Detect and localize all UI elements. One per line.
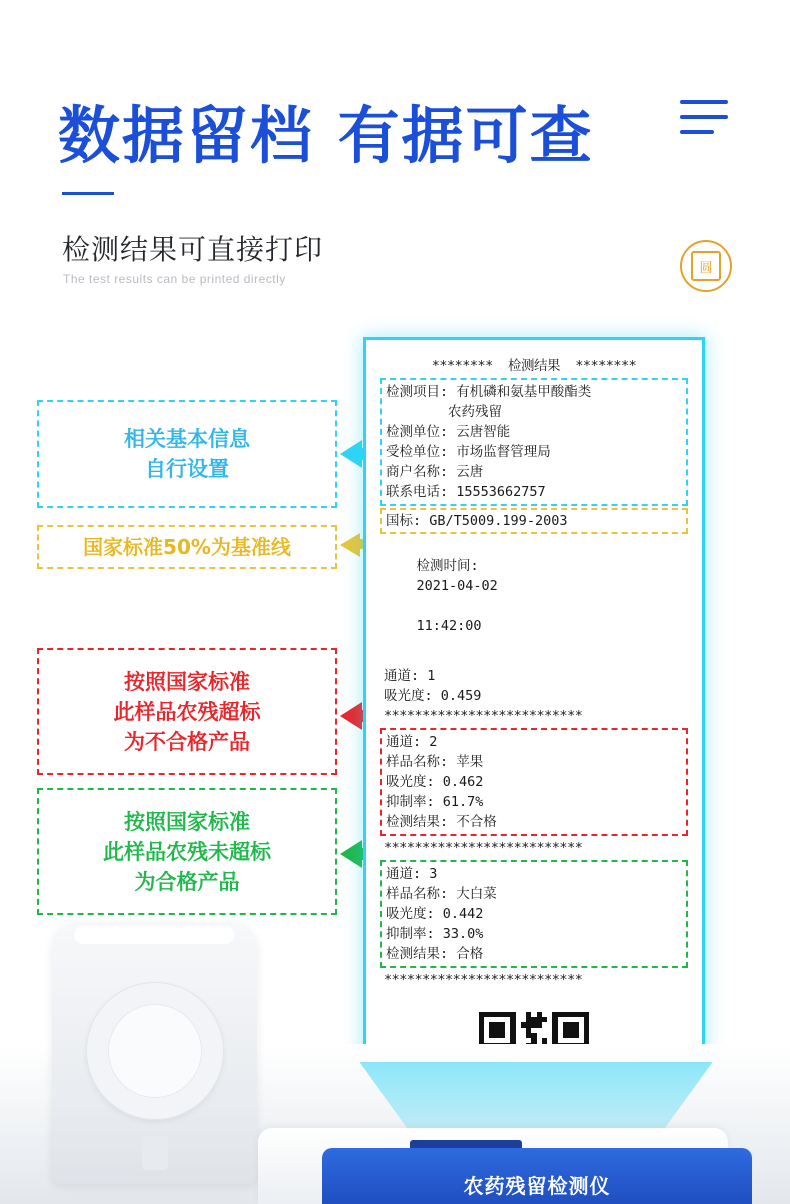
- channel-2-label: 通道:: [386, 734, 422, 750]
- channel-block-2: [380, 728, 688, 836]
- annotation-fail-line1: 按照国家标准: [124, 669, 250, 694]
- separator-3: **************************: [384, 972, 583, 988]
- channel-2-inhibition-label: 抑制率:: [386, 794, 435, 810]
- channel-3-absorbance-label: 吸光度:: [386, 906, 435, 922]
- annotation-national-standard: [37, 525, 337, 569]
- channel-1-value: 1: [427, 668, 436, 684]
- hamburger-menu-icon[interactable]: [680, 100, 728, 134]
- phone-label: 联系电话:: [386, 484, 449, 500]
- annotation-national-standard-line1: 国家标准50%为基准线: [83, 535, 291, 559]
- merchant-value: 云唐: [456, 464, 484, 480]
- arrow-head-cyan: [340, 440, 362, 468]
- inspected-value: 市场监督管理局: [456, 444, 551, 460]
- time-clock: 11:42:00: [416, 618, 482, 634]
- inspected-label: 受检单位:: [386, 444, 449, 460]
- receipt-standard-block: [380, 508, 688, 534]
- channel-3-inhibition-label: 抑制率:: [386, 926, 435, 942]
- channel-1-absorbance-label: 吸光度:: [384, 688, 433, 704]
- title-divider: [62, 192, 114, 195]
- annotation-pass-line2: 此样品农残未超标: [103, 839, 271, 864]
- annotation-fail-result: [37, 648, 337, 775]
- channel-3-label: 通道:: [386, 866, 422, 882]
- channel-3-sample-label: 样品名称:: [386, 886, 449, 902]
- standard-label: 国标:: [386, 513, 422, 529]
- channel-2-absorbance-label: 吸光度:: [386, 774, 435, 790]
- project-label: 检测项目:: [386, 384, 449, 400]
- seal-glyph: 圆: [691, 251, 721, 281]
- arrow-head-green: [340, 840, 362, 868]
- menu-bar-3: [680, 130, 714, 134]
- page-title: 数据留档 有据可查: [58, 99, 594, 172]
- standard-value: GB/T5009.199-2003: [429, 513, 568, 529]
- channel-1-label: 通道:: [384, 668, 420, 684]
- receipt-time-row: [384, 536, 684, 656]
- channel-1-absorbance-value: 0.459: [440, 688, 482, 704]
- annotation-basic-info-line2: 自行设置: [145, 457, 229, 481]
- channel-2-sample-value: 苹果: [456, 754, 484, 770]
- time-label: 检测时间:: [416, 558, 479, 574]
- channel-3-absorbance-value: 0.442: [442, 906, 484, 922]
- spacer-1: [384, 656, 684, 666]
- channel-2-sample-label: 样品名称:: [386, 754, 449, 770]
- channel-block-3: [380, 860, 688, 968]
- channel-2-result-value: 不合格: [456, 814, 497, 830]
- merchant-label: 商户名称:: [386, 464, 449, 480]
- channel-block-1: [384, 666, 684, 706]
- printer-body: [322, 1148, 752, 1204]
- subtitle-english: The test results can be printed directly: [63, 272, 286, 286]
- channel-3-sample-value: 大白菜: [456, 886, 497, 902]
- printer-label: 农药残留检测仪: [463, 1174, 611, 1198]
- project-value-1: 有机磷和氨基甲酸酯类: [456, 384, 592, 400]
- tray-slot: [142, 1136, 168, 1170]
- channel-2-value: 2: [429, 734, 438, 750]
- seal-icon: [680, 240, 732, 292]
- channel-2-absorbance-value: 0.462: [442, 774, 484, 790]
- menu-bar-1: [680, 100, 728, 104]
- annotation-fail-line2: 此样品农残超标: [113, 699, 261, 724]
- receipt-title: ******** 检测结果 ********: [431, 358, 637, 374]
- channel-3-inhibition-value: 33.0%: [442, 926, 484, 942]
- phone-value: 15553662757: [456, 484, 546, 500]
- unit-label: 检测单位:: [386, 424, 449, 440]
- printed-receipt: [363, 337, 705, 1067]
- annotation-basic-info-line1: 相关基本信息: [124, 427, 250, 451]
- unit-value: 云唐智能: [456, 424, 511, 440]
- annotation-basic-info: [37, 400, 337, 508]
- separator-2: **************************: [384, 840, 583, 856]
- device-tray: [52, 922, 257, 1184]
- channel-3-value: 3: [429, 866, 438, 882]
- annotation-pass-result: [37, 788, 337, 915]
- annotation-pass-line1: 按照国家标准: [124, 809, 250, 834]
- channel-3-result-label: 检测结果:: [386, 946, 449, 962]
- receipt-basic-info-block: [380, 378, 688, 506]
- time-date: 2021-04-02: [416, 578, 498, 594]
- annotation-pass-line3: 为合格产品: [134, 869, 240, 894]
- separator-1: **************************: [384, 708, 583, 724]
- arrow-head-yellow: [340, 533, 360, 557]
- tray-circle: [86, 982, 224, 1120]
- annotation-fail-line3: 为不合格产品: [124, 729, 250, 754]
- project-value-2: 农药残留: [448, 404, 502, 420]
- channel-2-result-label: 检测结果:: [386, 814, 449, 830]
- arrow-head-red: [340, 702, 362, 730]
- menu-bar-2: [680, 115, 728, 119]
- subtitle-chinese: 检测结果可直接打印: [62, 233, 324, 266]
- channel-3-result-value: 合格: [456, 946, 484, 962]
- channel-2-inhibition-value: 61.7%: [442, 794, 484, 810]
